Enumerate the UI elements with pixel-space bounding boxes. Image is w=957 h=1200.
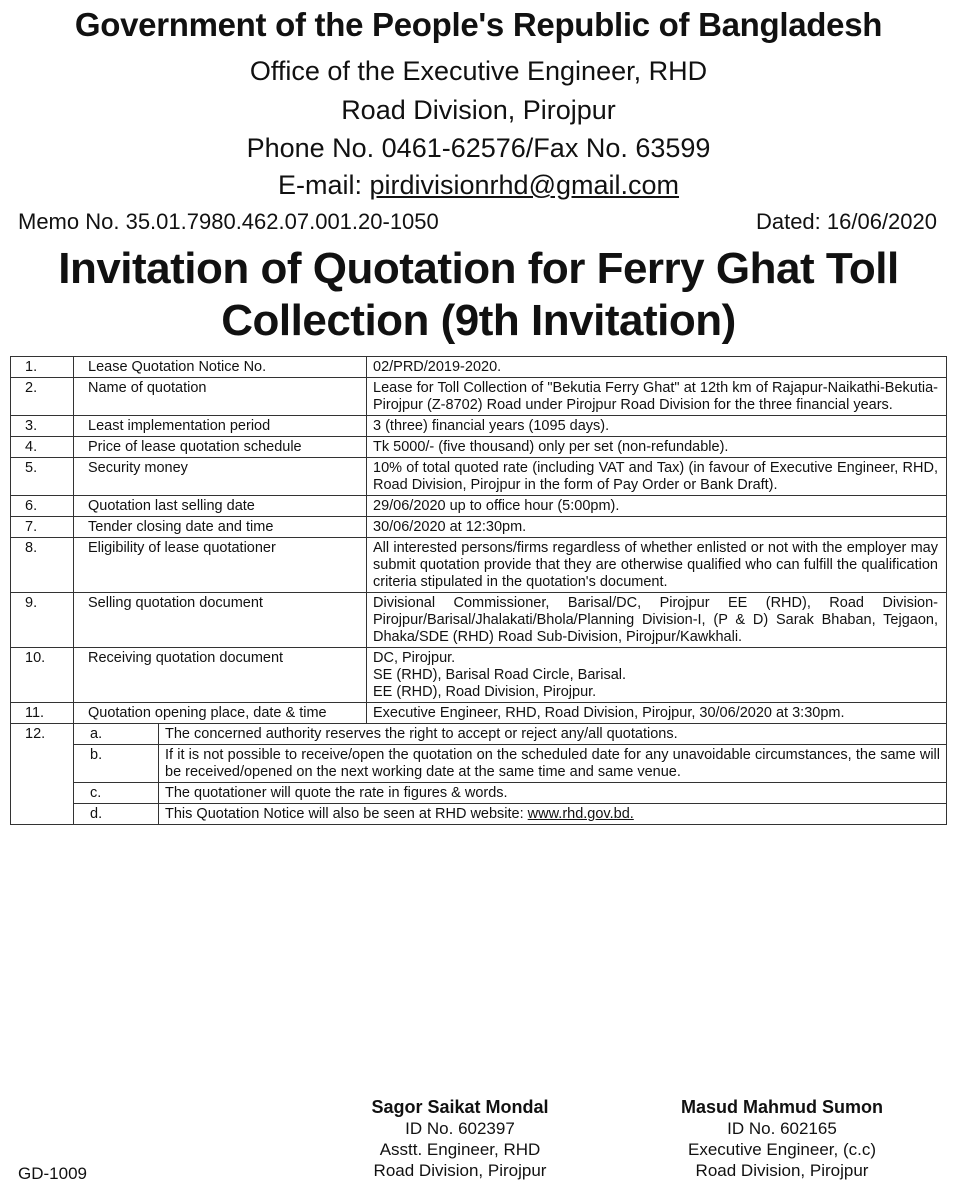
row-value: Divisional Commissioner, Barisal/DC, Pirojpur EE (RHD), Road Division-Pirojpur/Barisal/Jhalakati/Bhola/Planning Division-I, (P & D) Sarak Bhaban, Tejgaon, Dhaka/SDE (RHD) Road Sub-Division, Pirojpur/Kawkhali. xyxy=(367,593,947,648)
row-value: 02/PRD/2019-2020. xyxy=(367,357,947,378)
rhd-website-link[interactable]: www.rhd.gov.bd. xyxy=(527,806,634,822)
row-value: 29/06/2020 up to office hour (5:00pm). xyxy=(367,496,947,517)
signatory-id: ID No. 602397 xyxy=(405,1119,515,1138)
table-row xyxy=(11,593,947,648)
row-item: Lease Quotation Notice No. xyxy=(74,357,367,378)
signatory-name: Masud Mahmud Sumon xyxy=(681,1097,883,1117)
row-number: 6. xyxy=(11,496,74,517)
quotation-details-table xyxy=(10,356,947,825)
website-note: This Quotation Notice will also be seen at RHD website: xyxy=(165,806,528,822)
row-number: 3. xyxy=(11,416,74,437)
row-value: All interested persons/firms regardless of whether enlisted or not with the employer may submit quotation provide that they are otherwise qualified who can fulfill the qualification criteria stipulated in the quotation's document. xyxy=(367,538,947,593)
table-row xyxy=(11,517,947,538)
table-row xyxy=(11,458,947,496)
phone-fax-line: Phone No. 0461-62576/Fax No. 63599 xyxy=(246,133,711,163)
row-value xyxy=(367,648,947,703)
row-item: Receiving quotation document xyxy=(74,648,367,703)
condition-letter: b. xyxy=(74,745,159,783)
row-number: 4. xyxy=(11,437,74,458)
row-number: 5. xyxy=(11,458,74,496)
row-number: 7. xyxy=(11,517,74,538)
notice-title xyxy=(0,243,957,347)
table-row xyxy=(11,357,947,378)
email-label: E-mail: xyxy=(277,170,370,200)
row-number: 9. xyxy=(11,593,74,648)
memo-date: Dated: 16/06/2020 xyxy=(755,209,937,234)
condition-letter: a. xyxy=(74,724,159,745)
signatory-name: Sagor Saikat Mondal xyxy=(371,1097,549,1117)
email-line xyxy=(0,170,957,201)
table-row xyxy=(11,703,947,724)
row-item: Least implementation period xyxy=(74,416,367,437)
condition-text xyxy=(159,804,947,825)
signatory-office: Road Division, Pirojpur xyxy=(695,1161,869,1180)
condition-row xyxy=(74,745,946,783)
table-row xyxy=(11,378,947,416)
receiving-office: EE (RHD), Road Division, Pirojpur. xyxy=(373,684,597,700)
table-row xyxy=(11,496,947,517)
condition-text: If it is not possible to receive/open the quotation on the scheduled date for any unavoidable circumstances, the same will be received/opened on the next working date at the same time and same venue. xyxy=(159,745,947,783)
condition-letter: c. xyxy=(74,783,159,804)
row-number: 12. xyxy=(11,724,74,825)
receiving-office: SE (RHD), Barisal Road Circle, Barisal. xyxy=(373,667,627,683)
row-number: 11. xyxy=(11,703,74,724)
signatory-block xyxy=(330,1097,590,1181)
conditions-cell xyxy=(74,724,947,825)
row-item: Security money xyxy=(74,458,367,496)
row-value: 10% of total quoted rate (including VAT and Tax) (in favour of Executive Engineer, RHD, Road Division, Pirojpur in the form of Pay Order or Bank Draft). xyxy=(367,458,947,496)
row-number: 1. xyxy=(11,357,74,378)
row-number: 2. xyxy=(11,378,74,416)
signatory-office: Road Division, Pirojpur xyxy=(373,1161,547,1180)
condition-row xyxy=(74,783,946,804)
table-row xyxy=(11,538,947,593)
signatory-block xyxy=(652,1097,912,1181)
row-value: Tk 5000/- (five thousand) only per set (non-refundable). xyxy=(367,437,947,458)
row-item: Quotation opening place, date & time xyxy=(74,703,367,724)
conditions-table xyxy=(74,724,946,824)
row-item: Quotation last selling date xyxy=(74,496,367,517)
row-number: 10. xyxy=(11,648,74,703)
row-item: Price of lease quotation schedule xyxy=(74,437,367,458)
row-item: Selling quotation document xyxy=(74,593,367,648)
row-item: Eligibility of lease quotationer xyxy=(74,538,367,593)
condition-text: The quotationer will quote the rate in figures & words. xyxy=(159,783,947,804)
government-heading: Government of the People's Republic of Bangladesh xyxy=(74,6,883,43)
condition-letter: d. xyxy=(90,806,103,822)
row-value: 30/06/2020 at 12:30pm. xyxy=(367,517,947,538)
row-item: Tender closing date and time xyxy=(74,517,367,538)
row-number: 8. xyxy=(11,538,74,593)
email-address: pirdivisionrhd@gmail.com xyxy=(369,170,680,200)
signatory-designation: Executive Engineer, (c.c) xyxy=(687,1140,877,1159)
table-row xyxy=(11,416,947,437)
condition-row xyxy=(74,724,946,745)
condition-text: The concerned authority reserves the right to accept or reject any/all quotations. xyxy=(159,724,947,745)
table-row xyxy=(11,437,947,458)
office-line: Office of the Executive Engineer, RHD xyxy=(249,56,708,86)
title-line-1: Invitation of Quotation for Ferry Ghat Toll xyxy=(58,244,899,293)
signatory-designation: Asstt. Engineer, RHD xyxy=(379,1140,541,1159)
receiving-office: DC, Pirojpur. xyxy=(373,650,456,666)
row-value: 3 (three) financial years (1095 days). xyxy=(367,416,947,437)
row-value: Lease for Toll Collection of "Bekutia Ferry Ghat" at 12th km of Rajapur-Naikathi-Bekutia-Pirojpur (Z-8702) Road under Pirojpur Road Division for the three financial years. xyxy=(367,378,947,416)
memo-number: Memo No. 35.01.7980.462.07.001.20-1050 xyxy=(18,209,439,234)
table-row xyxy=(11,648,947,703)
table-row xyxy=(11,724,947,825)
division-line: Road Division, Pirojpur xyxy=(341,95,616,125)
gd-code: GD-1009 xyxy=(18,1164,87,1183)
row-item: Name of quotation xyxy=(74,378,367,416)
title-line-2: Collection (9th Invitation) xyxy=(221,296,736,345)
row-value: Executive Engineer, RHD, Road Division, Pirojpur, 30/06/2020 at 3:30pm. xyxy=(367,703,947,724)
signatory-id: ID No. 602165 xyxy=(727,1119,837,1138)
condition-row xyxy=(74,804,946,825)
